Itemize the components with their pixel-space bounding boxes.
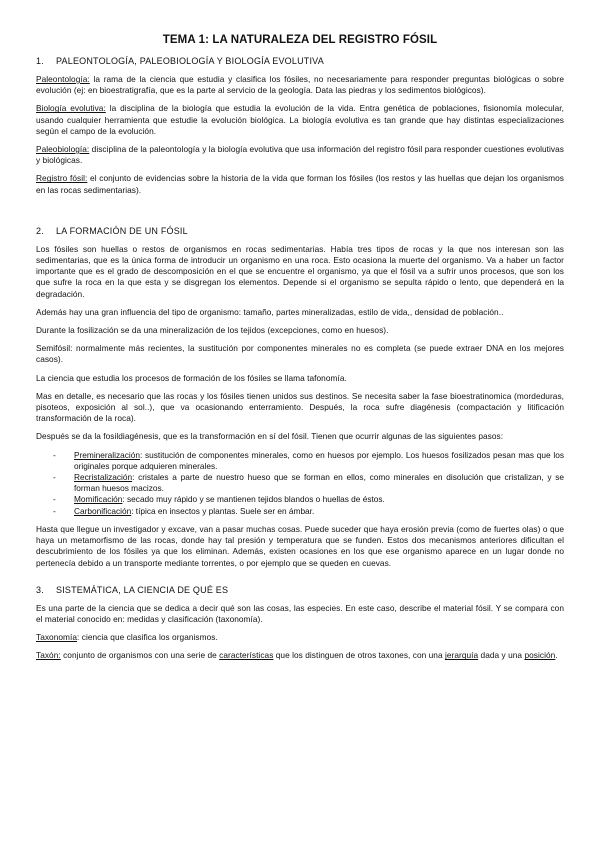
definition-text: .	[555, 650, 558, 661]
list-text: : secado muy rápido y se mantienen tejidos blandos o huellas de éstos.	[122, 494, 385, 505]
spacer	[36, 576, 564, 585]
document-content	[36, 30, 564, 669]
paragraph: La ciencia que estudia los procesos de formación de los fósiles se llama tafonomía.	[36, 372, 347, 383]
dash-bullet: -	[53, 449, 56, 460]
list-term: Premineralización	[74, 449, 140, 460]
paragraph: Es una parte de la ciencia que se dedica a decir qué son las cosas, las especies. En este caso, describe el material fósil. Y se compara con el material conocido en: medidas y clasificación (taxonomía).	[36, 602, 564, 624]
definition-text: el conjunto de evidencias sobre la historia de la vida que forman los fósiles (los restos y las huellas que dejan los organismos en las rocas sedimentarias).	[36, 173, 564, 195]
definition-term: Paleobiología:	[36, 144, 90, 155]
definition-term: Paleontología:	[36, 74, 90, 84]
section-3-number: 3.	[36, 584, 44, 595]
definition-paleobiologia	[36, 144, 564, 166]
definition-registro-fosil	[36, 173, 564, 195]
definition-text: conjunto de organismos con una serie de	[60, 650, 220, 661]
definition-term: Registro fósil:	[36, 173, 88, 184]
dash-bullet: -	[53, 472, 56, 483]
definition-taxon	[36, 650, 564, 661]
paragraph: Además hay una gran influencia del tipo de organismo: tamaño, partes mineralizadas, estilo de vida,, densidad de población..	[36, 306, 504, 317]
list-term: Carbonificación	[74, 505, 132, 516]
paragraph: Los fósiles son huellas o restos de organismos en rocas sedimentarias. Había tres tipos de rocas y la que nos interesan son las sedimentarias, que es la única forma de introducir un organismo en una roca. Esto ocasiona la muerte del organismo. Va a haber un factor importante que es el grado de descomposición en el que se encuentre el organismo, ya que el fósil va a sufrir unos procesos, que son los que sufre la roca en la que esta y se disgregan los elementos. Depende si el organismo se sepulta rápido o lento, que dependerá en la degradación.	[36, 243, 564, 299]
definition-text: la rama de la ciencia que estudia y clasifica los fósiles, no necesariamente para responder preguntas biológicas o sobre evolución (ej: en bioestratigrafía, que es la parte al servicio de la geología. Data las piedras y los sedimentos biológicos).	[36, 74, 564, 96]
dash-bullet: -	[53, 505, 56, 516]
list-item	[36, 506, 564, 517]
dash-bullet: -	[53, 494, 56, 505]
section-1-title: PALEONTOLOGÍA, PALEOBIOLOGÍA Y BIOLOGÍA EVOLUTIVA	[56, 56, 324, 66]
definition-term: Taxón:	[36, 650, 61, 661]
document-title: TEMA 1: LA NATURALEZA DEL REGISTRO FÓSIL	[162, 34, 438, 46]
fosildiagenesis-list	[36, 450, 564, 517]
list-item	[36, 450, 564, 472]
section-1-number: 1.	[36, 56, 44, 66]
section-3-heading	[36, 585, 564, 595]
spacer	[36, 203, 564, 226]
section-2-heading	[36, 226, 564, 236]
paragraph: Semifósil: normalmente más recientes, la sustitución por componentes minerales no es completa (se puede extraer DNA en los mejores casos).	[36, 343, 564, 365]
list-text: : típica en insectos y plantas. Suele ser en ámbar.	[131, 505, 315, 516]
section-1-heading	[36, 56, 564, 66]
definition-taxonomia	[36, 632, 564, 643]
paragraph: Hasta que llegue un investigador y excave, van a pasar muchas cosas. Puede suceder que haya erosión previa (como de fuertes olas) o que haya un metamorfismo de las rocas, donde hay tal presión y temperatura que se funden. Estos dos mecanismos anteriores dificultan el descubrimiento de los fósiles ya que los eliminan. Además, existen ocasiones en los que ese organismo aparece en un lugar donde no pertenecía debido a un transporte mediante torrentes, o por ejemplo que se queden en cuevas.	[36, 523, 564, 568]
paragraph: Durante la fosilización se da una mineralización de los tejidos (excepciones, como en huesos).	[36, 325, 389, 336]
section-3-title: SISTEMÁTICA, LA CIENCIA DE QUÉ ES	[56, 584, 229, 595]
definition-text: la disciplina de la biología que estudia la evolución de la vida. Entra genética de poblaciones, fisionomía molecular, usando cualquier herramienta que estudie la evolución biológica. La biología evolutiva es tan grande que hay distintas especializaciones según el campo de la evolución.	[36, 103, 565, 136]
list-term: Momificación	[74, 494, 123, 505]
definition-text: dada y una	[478, 650, 525, 661]
list-item	[36, 494, 564, 505]
paragraph: Después se da la fosildiagénesis, que es la transformación en sí del fósil. Tienen que ocurrir algunas de las siguientes pasos:	[36, 431, 504, 442]
section-2-number: 2.	[36, 225, 44, 236]
underlined-word: características	[219, 650, 274, 661]
definition-text: disciplina de la paleontología y la biología evolutiva que usa información del registro fósil para responder cuestiones evolutivas y biológicas.	[36, 144, 564, 166]
definition-paleontologia	[36, 74, 564, 96]
paragraph: Mas en detalle, es necesario que las rocas y los fósiles tienen unidos sus destinos. Se necesita saber la fase bioestratinomica (mordeduras, pisoteos, exposición al sol..), que va ocasionando enterramiento. Después, la roca sufre diagénesis (compactación y litificación transformación de la roca).	[36, 390, 564, 424]
definition-term: Taxonomía	[36, 632, 78, 643]
list-term: Recristalización	[74, 472, 133, 483]
underlined-word: jerarquía	[444, 650, 479, 661]
list-text: : sustitución de componentes minerales, como en huesos por ejemplo. Los huesos fosilizados pesan mas que los originales porque adquieren minerales.	[74, 449, 564, 471]
definition-term: Biología evolutiva:	[36, 103, 106, 114]
list-text: : cristales a parte de nuestro hueso que se forman en ellos, como minerales en disolución que cristalizan, y se forman huesos macizos.	[74, 472, 564, 494]
section-2-title: LA FORMACIÓN DE UN FÓSIL	[56, 225, 188, 236]
list-item	[36, 472, 564, 494]
definition-text: que los distinguen de otros taxones, con una	[273, 650, 445, 661]
definition-biologia-evolutiva	[36, 103, 564, 137]
definition-text: : ciencia que clasifica los organismos.	[77, 632, 218, 643]
underlined-word: posición	[524, 650, 556, 661]
